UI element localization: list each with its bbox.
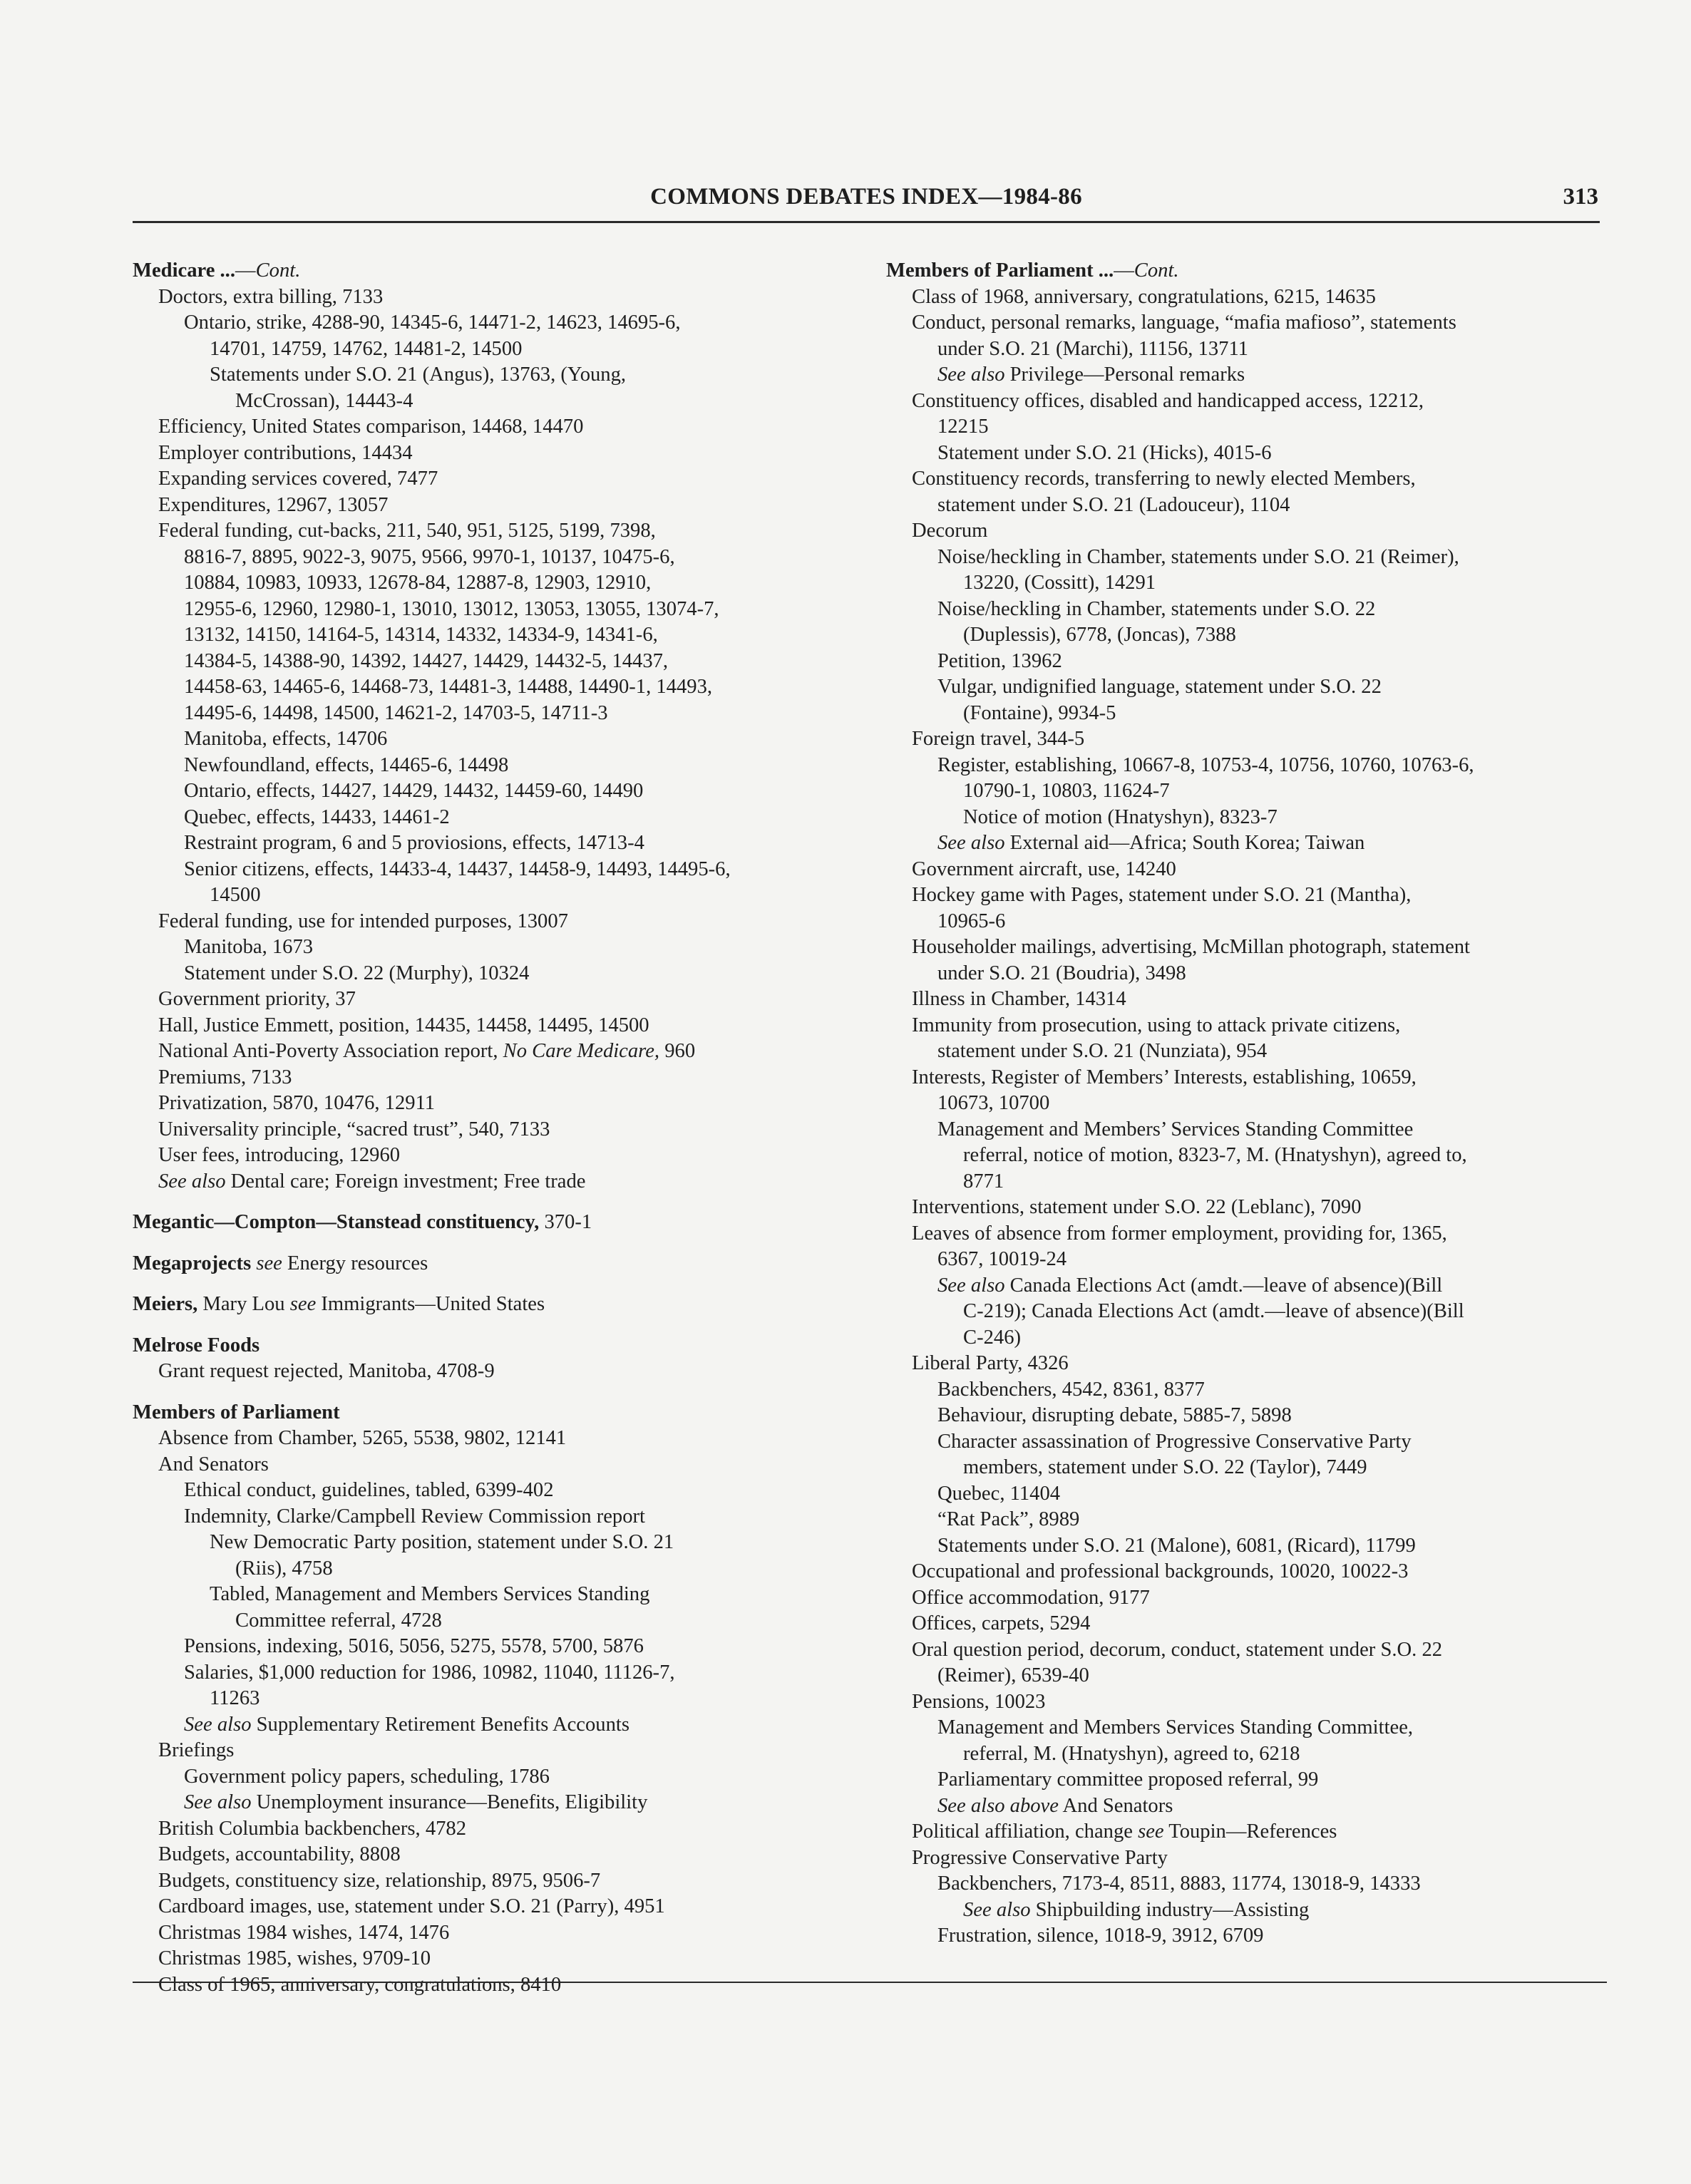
index-entry	[133, 778, 853, 805]
entry-text: Management and Members Services Standing Committee,	[937, 1716, 1414, 1739]
index-entry	[886, 882, 1606, 909]
entry-text: Vulgar, undignified language, statement under S.O. 22	[937, 676, 1382, 698]
index-entry	[886, 1871, 1606, 1897]
index-entry	[133, 1894, 853, 1920]
entry-text: —	[1114, 259, 1134, 282]
index-entry	[886, 1247, 1606, 1273]
entry-text: Political affiliation, change	[912, 1820, 1139, 1843]
entry-text: See also	[184, 1791, 252, 1813]
entry-text: See also	[184, 1713, 252, 1736]
index-entry	[133, 1359, 853, 1385]
index-entry	[886, 1065, 1606, 1091]
index-column-left	[133, 258, 853, 1998]
index-entry	[133, 1039, 853, 1065]
entry-text: Medicare ...	[133, 259, 235, 282]
entry-text: Universality principle, “sacred trust”, 540, 7133	[158, 1118, 550, 1140]
entry-text: Christmas 1985, wishes, 9709-10	[158, 1947, 431, 1969]
index-entry	[133, 1117, 853, 1143]
index-entry	[133, 674, 853, 701]
entry-text: See also above	[937, 1794, 1059, 1817]
entry-text: Briefings	[158, 1739, 235, 1761]
entry-text: New Democratic Party position, statement under S.O. 21	[210, 1531, 674, 1553]
index-entry	[886, 1429, 1606, 1456]
index-entry	[886, 1013, 1606, 1039]
index-entry	[886, 674, 1606, 701]
entry-text: See also	[937, 364, 1005, 386]
entry-text: Householder mailings, advertising, McMillan photograph, statement	[912, 936, 1471, 958]
entry-text: Pensions, 10023	[912, 1690, 1046, 1713]
entry-text: Management and Members’ Services Standing Committee	[937, 1118, 1414, 1140]
index-entry	[133, 545, 853, 571]
index-entry	[133, 1582, 853, 1608]
entry-text: No Care Medicare,	[503, 1040, 660, 1062]
index-entry	[886, 857, 1606, 883]
index-entry	[133, 414, 853, 441]
index-entry	[133, 1556, 853, 1582]
index-entry	[133, 1920, 853, 1947]
entry-text: Absence from Chamber, 5265, 5538, 9802, 12141	[158, 1427, 567, 1449]
entry-text: Hall, Justice Emmett, position, 14435, 14458, 14495, 14500	[158, 1014, 649, 1036]
entry-text: Occupational and professional backgrounds, 10020, 10022-3	[912, 1560, 1409, 1582]
index-entry	[133, 362, 853, 388]
entry-text: Cardboard images, use, statement under S.O. 21 (Parry), 4951	[158, 1895, 665, 1917]
entry-text: 10965-6	[937, 910, 1006, 932]
entry-text: Government priority, 37	[158, 988, 356, 1010]
entry-text: Salaries, $1,000 reduction for 1986, 10982, 11040, 11126-7,	[184, 1661, 675, 1684]
entry-text: Employer contributions, 14434	[158, 441, 413, 464]
index-entry	[886, 1481, 1606, 1508]
index-entry	[133, 934, 853, 961]
index-entry	[886, 388, 1606, 415]
entry-text: 13220, (Cossitt), 14291	[963, 572, 1156, 594]
index-entry	[886, 1351, 1606, 1377]
index-entry	[886, 830, 1606, 857]
index-entry	[886, 778, 1606, 805]
entry-text: 8771	[963, 1170, 1004, 1193]
entry-text: 14384-5, 14388-90, 14392, 14427, 14429, 14432-5, 14437,	[184, 649, 669, 672]
entry-text: —	[235, 259, 256, 282]
index-entry	[133, 1478, 853, 1504]
index-entry	[133, 1426, 853, 1452]
entry-text: Federal funding, use for intended purposes, 13007	[158, 910, 568, 932]
entry-text: See also	[937, 832, 1005, 854]
entry-text: 14495-6, 14498, 14500, 14621-2, 14703-5, 14711-3	[184, 701, 608, 724]
index-entry	[886, 1585, 1606, 1612]
index-entry	[886, 310, 1606, 336]
index-entry	[133, 441, 853, 467]
index-entry	[886, 570, 1606, 597]
index-heading	[133, 1333, 853, 1359]
entry-text: See also	[937, 1274, 1005, 1297]
index-entry	[886, 726, 1606, 753]
index-entry	[886, 284, 1606, 311]
entry-text: Megaprojects	[133, 1252, 252, 1274]
entry-text: under S.O. 21 (Marchi), 11156, 13711	[937, 337, 1248, 360]
index-entry	[886, 362, 1606, 388]
entry-text: Expenditures, 12967, 13057	[158, 493, 389, 516]
index-entry	[886, 1559, 1606, 1585]
entry-text: Cont.	[1134, 259, 1179, 282]
index-column-right	[886, 258, 1606, 1949]
index-entry	[886, 1715, 1606, 1741]
entry-text: statement under S.O. 21 (Nunziata), 954	[937, 1040, 1268, 1062]
index-entry	[133, 701, 853, 727]
entry-text: 12955-6, 12960, 12980-1, 13010, 13012, 13053, 13055, 13074-7,	[184, 597, 719, 620]
entry-text: Statements under S.O. 21 (Malone), 6081, (Ricard), 11799	[937, 1534, 1416, 1557]
entry-text: Premiums, 7133	[158, 1066, 292, 1088]
page-number: 313	[1563, 184, 1598, 210]
entry-text: Backbenchers, 4542, 8361, 8377	[937, 1378, 1205, 1401]
entry-text: Privilege—Personal remarks	[1004, 364, 1245, 386]
index-entry	[133, 1712, 853, 1739]
entry-text: Government policy papers, scheduling, 1786	[184, 1765, 550, 1788]
entry-text: Indemnity, Clarke/Campbell Review Commission report	[184, 1505, 645, 1528]
index-entry	[886, 1507, 1606, 1533]
entry-text: statement under S.O. 21 (Ladouceur), 1104	[937, 493, 1290, 516]
index-entry	[886, 701, 1606, 727]
index-entry	[133, 1842, 853, 1868]
entry-text: National Anti-Poverty Association report,	[158, 1040, 503, 1062]
index-entry	[886, 649, 1606, 675]
entry-text: Statement under S.O. 22 (Murphy), 10324	[184, 962, 530, 984]
entry-text: Oral question period, decorum, conduct, statement under S.O. 22	[912, 1638, 1443, 1661]
entry-text: Quebec, 11404	[937, 1482, 1061, 1505]
index-entry	[886, 1845, 1606, 1872]
entry-text: Statement under S.O. 21 (Hicks), 4015-6	[937, 441, 1272, 464]
entry-text: Expanding services covered, 7477	[158, 468, 438, 490]
entry-text: Interventions, statement under S.O. 22 (Leblanc), 7090	[912, 1196, 1362, 1218]
entry-text: User fees, introducing, 12960	[158, 1144, 401, 1166]
entry-text: 14458-63, 14465-6, 14468-73, 14481-3, 14488, 14490-1, 14493,	[184, 676, 713, 698]
entry-text: Conduct, personal remarks, language, “mafia mafioso”, statements	[912, 311, 1456, 334]
entry-text: Toupin—References	[1163, 1820, 1337, 1843]
footer-divider	[133, 1982, 1607, 1983]
entry-text: Mary Lou	[197, 1293, 290, 1315]
index-entry	[133, 1816, 853, 1843]
index-entry	[133, 1452, 853, 1478]
index-entry	[886, 987, 1606, 1013]
entry-text: Character assassination of Progressive Conservative Party	[937, 1430, 1412, 1453]
index-entry	[133, 1143, 853, 1169]
entry-text: Leaves of absence from former employment, providing for, 1365,	[912, 1222, 1447, 1245]
index-entry	[886, 1221, 1606, 1247]
entry-text: see	[256, 1252, 282, 1274]
index-entry	[133, 1169, 853, 1195]
entry-text: Unemployment insurance—Benefits, Eligibility	[251, 1791, 648, 1813]
entry-text: Government aircraft, use, 14240	[912, 857, 1176, 880]
entry-text: (Riis), 4758	[235, 1557, 333, 1580]
index-entry	[133, 493, 853, 519]
entry-text: Frustration, silence, 1018-9, 3912, 6709	[937, 1925, 1264, 1947]
index-entry	[886, 1767, 1606, 1793]
entry-text: Ethical conduct, guidelines, tabled, 6399-402	[184, 1479, 554, 1501]
index-entry	[133, 284, 853, 311]
entry-text: Noise/heckling in Chamber, statements under S.O. 22	[937, 597, 1376, 620]
entry-text: Notice of motion (Hnatyshyn), 8323-7	[963, 805, 1278, 828]
index-entry	[886, 805, 1606, 831]
entry-text: Manitoba, 1673	[184, 936, 314, 958]
index-entry	[886, 1923, 1606, 1949]
entry-text: Members of Parliament ...	[886, 259, 1114, 282]
entry-text: (Reimer), 6539-40	[937, 1664, 1089, 1686]
entry-text: Parliamentary committee proposed referral, 99	[937, 1768, 1319, 1791]
entry-text: Ontario, effects, 14427, 14429, 14432, 14459-60, 14490	[184, 780, 644, 802]
entry-text: Restraint program, 6 and 5 proviosions, effects, 14713-4	[184, 832, 644, 854]
entry-text: Budgets, accountability, 8808	[158, 1843, 401, 1865]
entry-text: Supplementary Retirement Benefits Accounts	[251, 1713, 629, 1736]
entry-text: Progressive Conservative Party	[912, 1846, 1168, 1869]
entry-text: Manitoba, effects, 14706	[184, 728, 388, 750]
entry-text: Megantic—Compton—Stanstead constituency,	[133, 1211, 540, 1233]
entry-text: C-219); Canada Elections Act (amdt.—leave of absence)(Bill	[963, 1300, 1464, 1322]
entry-text: Immunity from prosecution, using to attack private citizens,	[912, 1014, 1401, 1036]
entry-text: see	[1138, 1820, 1164, 1843]
index-entry	[886, 1689, 1606, 1716]
entry-text: 14500	[210, 884, 261, 906]
entry-text: Liberal Party, 4326	[912, 1352, 1069, 1374]
index-entry	[886, 1793, 1606, 1820]
entry-text: Hockey game with Pages, statement under S.O. 21 (Mantha),	[912, 884, 1412, 906]
index-entry	[133, 987, 853, 1013]
index-entry	[886, 518, 1606, 545]
entry-text: Members of Parliament	[133, 1401, 340, 1423]
index-entry	[133, 1738, 853, 1764]
index-entry	[133, 726, 853, 753]
index-heading	[133, 1210, 853, 1236]
index-entry	[886, 597, 1606, 623]
entry-text: Melrose Foods	[133, 1334, 260, 1356]
index-entry	[133, 1790, 853, 1816]
index-entry	[886, 1637, 1606, 1664]
entry-text: Office accommodation, 9177	[912, 1586, 1150, 1609]
index-entry	[886, 1091, 1606, 1117]
index-entry	[133, 1686, 853, 1712]
entry-text: Dental care; Foreign investment; Free trade	[225, 1170, 586, 1193]
index-entry	[886, 1819, 1606, 1845]
index-entry	[886, 622, 1606, 649]
entry-text: Register, establishing, 10667-8, 10753-4, 10756, 10760, 10763-6,	[937, 753, 1474, 776]
entry-text: McCrossan), 14443-4	[235, 389, 413, 412]
entry-text: Newfoundland, effects, 14465-6, 14498	[184, 753, 509, 776]
entry-text: “Rat Pack”, 8989	[937, 1508, 1080, 1530]
entry-text: 14701, 14759, 14762, 14481-2, 14500	[210, 337, 523, 360]
index-entry	[886, 1533, 1606, 1560]
entry-text: Quebec, effects, 14433, 14461-2	[184, 805, 450, 828]
index-entry	[133, 1013, 853, 1039]
entry-text: 10790-1, 10803, 11624-7	[963, 780, 1170, 802]
index-entry	[886, 1325, 1606, 1351]
index-entry	[886, 1117, 1606, 1143]
entry-text: Backbenchers, 7173-4, 8511, 8883, 11774, 13018-9, 14333	[937, 1873, 1421, 1895]
index-entry	[133, 466, 853, 493]
index-entry	[133, 830, 853, 857]
entry-text: Doctors, extra billing, 7133	[158, 285, 384, 308]
index-entry	[133, 909, 853, 935]
entry-text: see	[289, 1293, 317, 1315]
index-entry	[886, 1299, 1606, 1325]
entry-text: Noise/heckling in Chamber, statements under S.O. 21 (Reimer),	[937, 545, 1459, 568]
index-entry	[886, 753, 1606, 779]
index-entry	[886, 961, 1606, 987]
entry-text: C-246)	[963, 1326, 1022, 1349]
entry-text: members, statement under S.O. 22 (Taylor), 7449	[963, 1456, 1367, 1478]
index-entry	[886, 493, 1606, 519]
index-entry	[133, 1504, 853, 1530]
index-entry	[886, 1455, 1606, 1481]
entry-text: See also	[963, 1898, 1031, 1921]
entry-text: Constituency offices, disabled and handicapped access, 12212,	[912, 389, 1424, 412]
index-entry	[886, 1195, 1606, 1221]
index-entry	[886, 934, 1606, 961]
index-heading	[133, 1251, 853, 1277]
index-entry	[886, 1611, 1606, 1637]
entry-text: Cont.	[255, 259, 301, 282]
index-entry	[133, 336, 853, 363]
index-entry	[133, 1764, 853, 1791]
index-entry	[133, 1091, 853, 1117]
entry-text: Federal funding, cut-backs, 211, 540, 951, 5125, 5199, 7398,	[158, 520, 656, 542]
index-entry	[886, 1741, 1606, 1768]
entry-text: 13132, 14150, 14164-5, 14314, 14332, 14334-9, 14341-6,	[184, 624, 658, 646]
entry-text: Petition, 13962	[937, 649, 1062, 672]
entry-text: 10673, 10700	[937, 1092, 1050, 1114]
index-entry	[886, 1663, 1606, 1689]
entry-text: under S.O. 21 (Boudria), 3498	[937, 962, 1186, 984]
entry-text: Decorum	[912, 520, 988, 542]
entry-text: Constituency records, transferring to newly elected Members,	[912, 468, 1416, 490]
entry-text: 8816-7, 8895, 9022-3, 9075, 9566, 9970-1, 10137, 10475-6,	[184, 545, 675, 568]
entry-text: British Columbia backbenchers, 4782	[158, 1817, 467, 1840]
entry-text: Efficiency, United States comparison, 14468, 14470	[158, 416, 584, 438]
index-entry	[133, 1530, 853, 1556]
index-entry	[133, 570, 853, 597]
entry-text: Christmas 1984 wishes, 1474, 1476	[158, 1921, 450, 1944]
index-entry	[886, 414, 1606, 441]
entry-text: Grant request rejected, Manitoba, 4708-9	[158, 1360, 495, 1382]
entry-text: See also	[158, 1170, 226, 1193]
index-entry	[133, 805, 853, 831]
entry-text: Committee referral, 4728	[235, 1609, 442, 1632]
index-entry	[886, 1169, 1606, 1195]
index-entry	[133, 1868, 853, 1895]
index-entry	[886, 545, 1606, 571]
entry-text: referral, notice of motion, 8323-7, M. (Hnatyshyn), agreed to,	[963, 1144, 1467, 1166]
entry-text: (Fontaine), 9934-5	[963, 701, 1116, 724]
entry-text: Shipbuilding industry—Assisting	[1030, 1898, 1310, 1921]
index-entry	[886, 441, 1606, 467]
entry-text: Ontario, strike, 4288-90, 14345-6, 14471-2, 14623, 14695-6,	[184, 311, 681, 334]
index-entry	[133, 310, 853, 336]
index-entry	[886, 336, 1606, 363]
index-entry	[133, 1608, 853, 1634]
index-entry	[133, 1972, 853, 1999]
entry-text: Pensions, indexing, 5016, 5056, 5275, 5578, 5700, 5876	[184, 1635, 644, 1657]
entry-text: Illness in Chamber, 14314	[912, 988, 1126, 1010]
page-header	[133, 184, 1600, 223]
index-entry	[886, 909, 1606, 935]
index-entry	[886, 1039, 1606, 1065]
index-entry	[886, 1403, 1606, 1429]
index-entry	[133, 961, 853, 987]
index-entry	[886, 1143, 1606, 1169]
page-title: COMMONS DEBATES INDEX—1984-86	[650, 184, 1082, 210]
entry-text: Class of 1968, anniversary, congratulations, 6215, 14635	[912, 285, 1376, 308]
index-heading	[133, 258, 853, 284]
index-heading	[133, 1292, 853, 1318]
entry-text: Budgets, constituency size, relationship, 8975, 9506-7	[158, 1869, 601, 1892]
entry-text: Behaviour, disrupting debate, 5885-7, 5898	[937, 1404, 1292, 1426]
index-entry	[133, 622, 853, 649]
entry-text: Foreign travel, 344-5	[912, 728, 1085, 750]
index-entry	[133, 882, 853, 909]
entry-text: Interests, Register of Members’ Interests, establishing, 10659,	[912, 1066, 1417, 1088]
entry-text: 370-1	[539, 1211, 592, 1233]
index-entry	[133, 1660, 853, 1686]
entry-text: External aid—Africa; South Korea; Taiwan	[1004, 832, 1365, 854]
entry-text: Energy resources	[282, 1252, 428, 1274]
entry-text: 11263	[210, 1687, 260, 1709]
entry-text: Canada Elections Act (amdt.—leave of absence)(Bill	[1004, 1274, 1443, 1297]
entry-text: Offices, carpets, 5294	[912, 1612, 1091, 1634]
index-entry	[133, 518, 853, 545]
index-entry	[133, 649, 853, 675]
entry-text: Meiers,	[133, 1293, 198, 1315]
index-entry	[133, 388, 853, 415]
index-entry	[133, 1946, 853, 1972]
entry-text: Senior citizens, effects, 14433-4, 14437, 14458-9, 14493, 14495-6,	[184, 857, 731, 880]
entry-text: 12215	[937, 416, 989, 438]
entry-text: Statements under S.O. 21 (Angus), 13763, (Young,	[210, 364, 627, 386]
index-entry	[886, 1273, 1606, 1299]
index-entry	[886, 1897, 1606, 1924]
entry-text: 10884, 10983, 10933, 12678-84, 12887-8, 12903, 12910,	[184, 572, 652, 594]
entry-text: Class of 1965, anniversary, congratulations, 8410	[158, 1973, 562, 1996]
index-entry	[133, 1065, 853, 1091]
entry-text: And Senators	[158, 1453, 269, 1475]
entry-text: And Senators	[1058, 1794, 1173, 1817]
index-entry	[133, 857, 853, 883]
entry-text: (Duplessis), 6778, (Joncas), 7388	[963, 624, 1236, 646]
index-entry	[133, 753, 853, 779]
entry-text: 6367, 10019-24	[937, 1248, 1067, 1270]
index-entry	[133, 597, 853, 623]
index-entry	[886, 466, 1606, 493]
index-entry	[133, 1634, 853, 1660]
entry-text: 960	[659, 1040, 696, 1062]
index-entry	[886, 1377, 1606, 1403]
index-heading	[886, 258, 1606, 284]
entry-text: Privatization, 5870, 10476, 12911	[158, 1092, 436, 1114]
entry-text: Immigrants—United States	[316, 1293, 545, 1315]
entry-text: referral, M. (Hnatyshyn), agreed to, 6218	[963, 1742, 1300, 1765]
index-heading	[133, 1400, 853, 1426]
entry-text: Tabled, Management and Members Services Standing	[210, 1583, 650, 1605]
